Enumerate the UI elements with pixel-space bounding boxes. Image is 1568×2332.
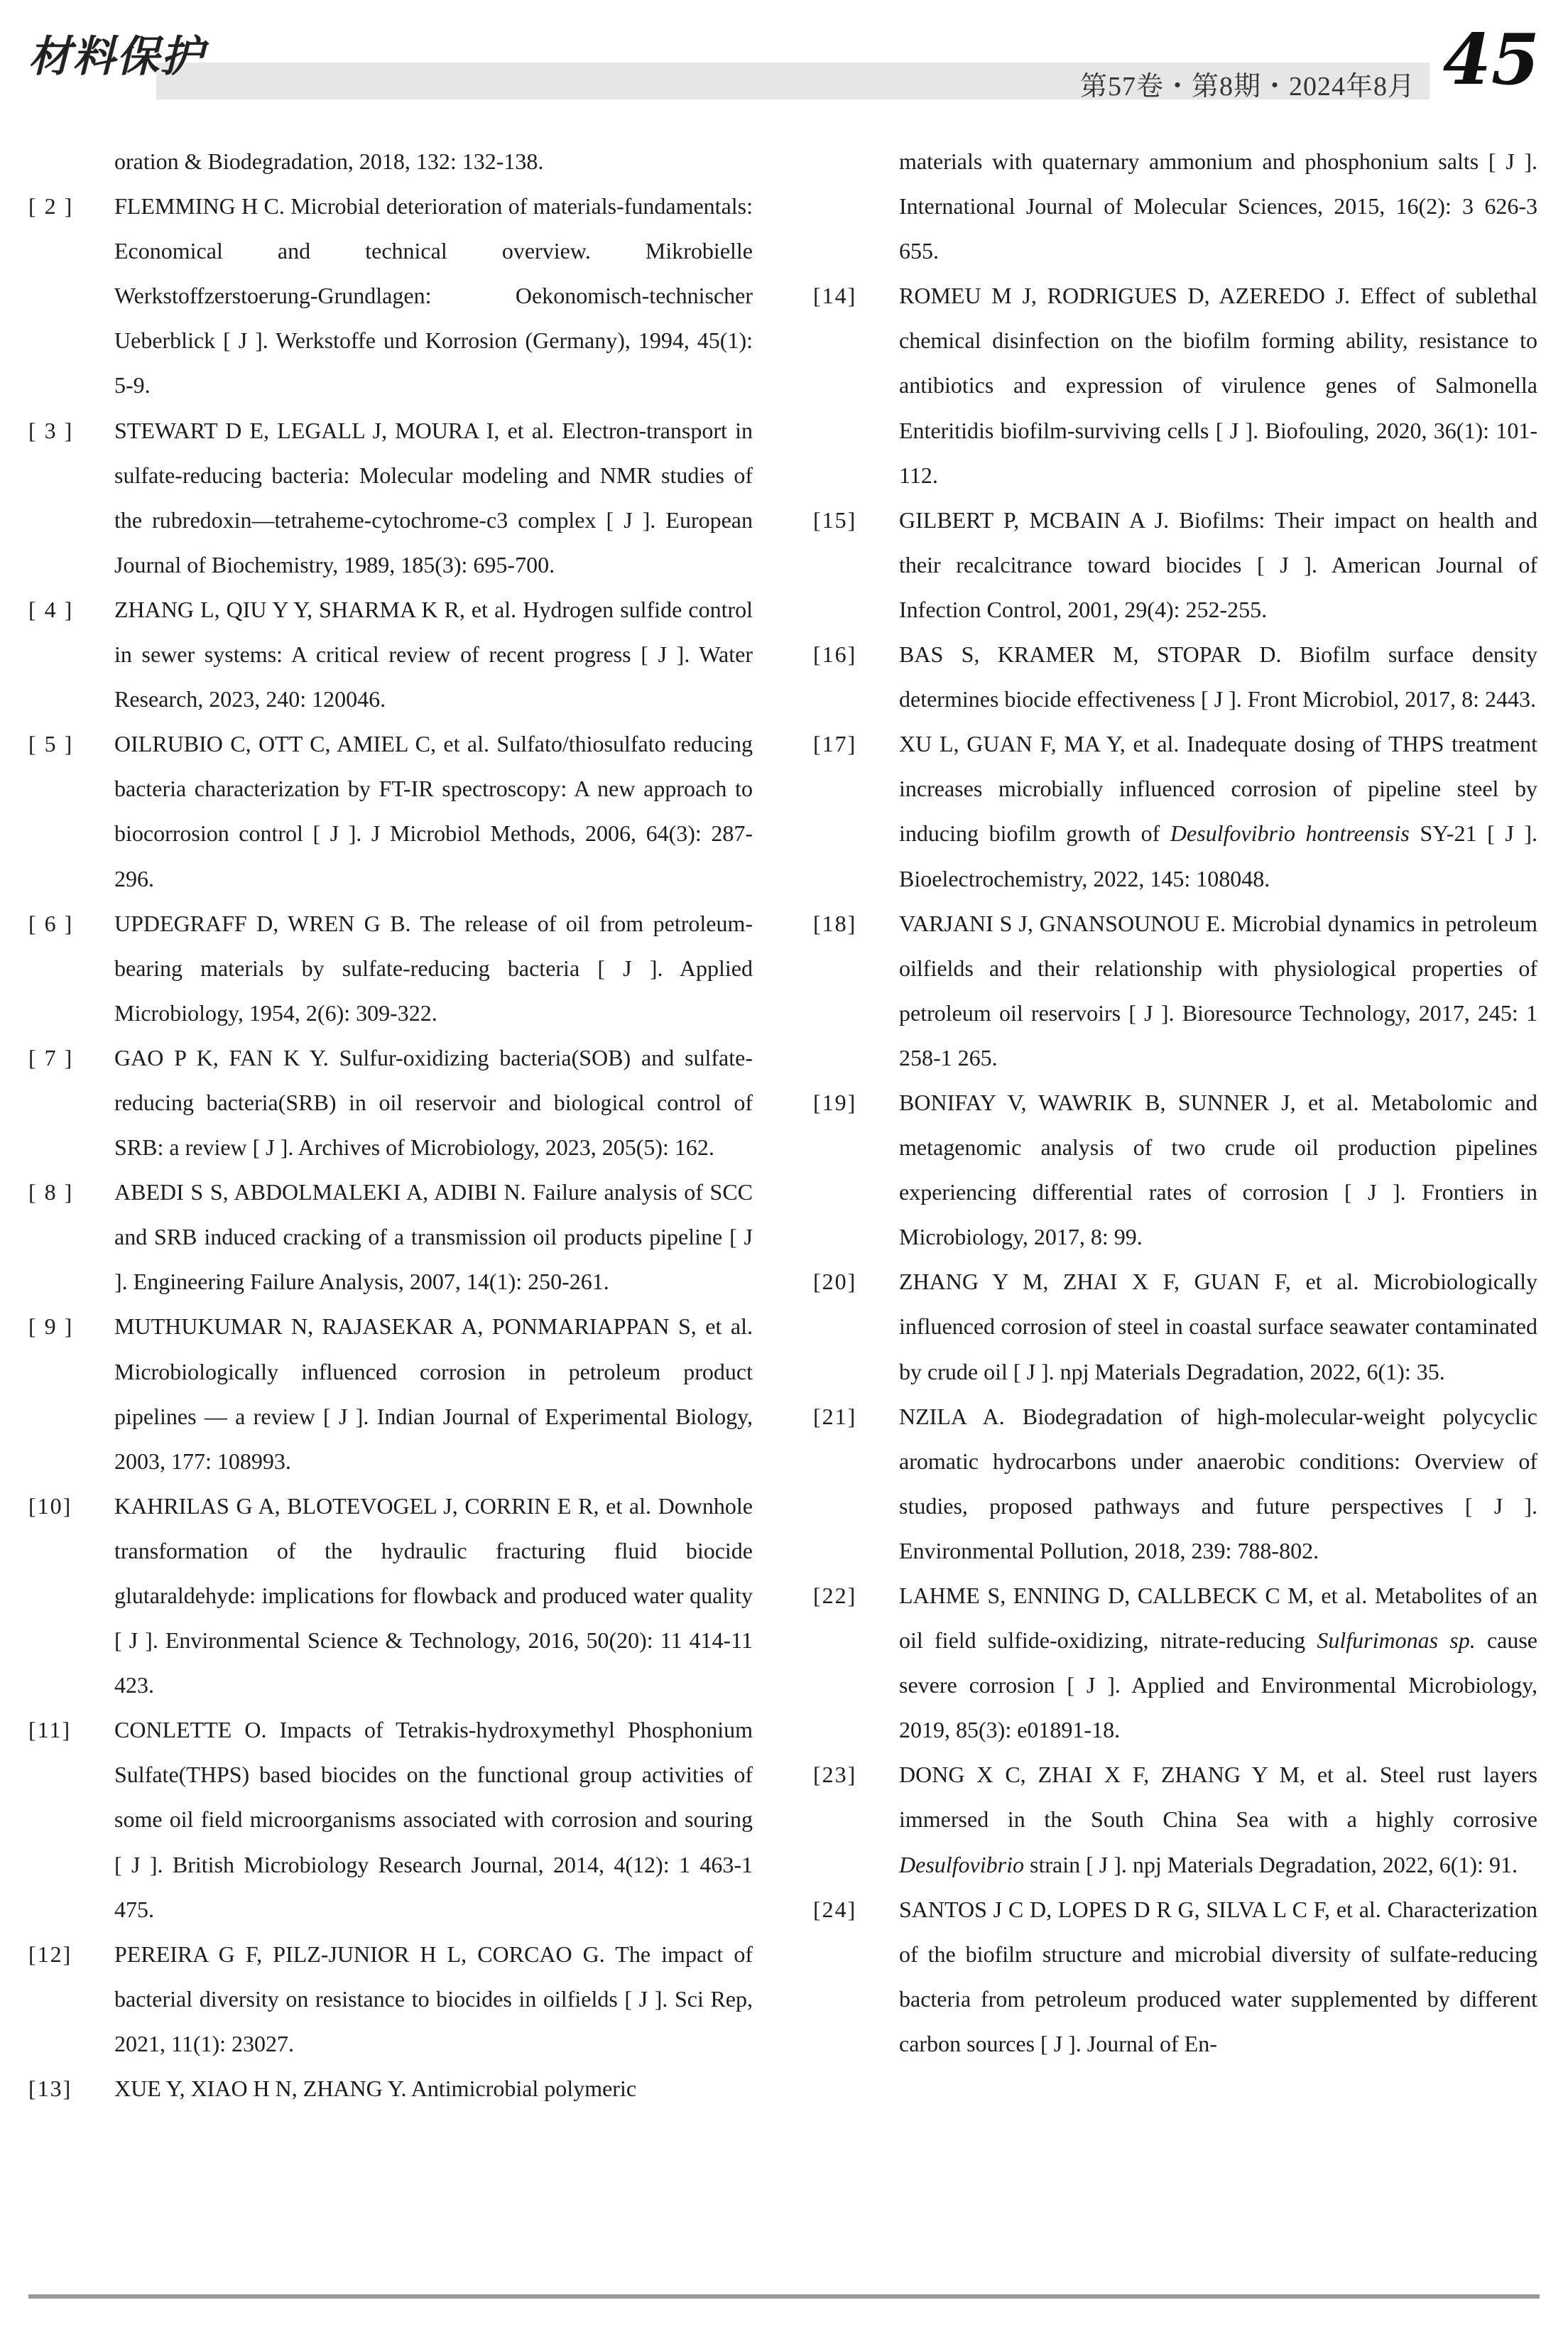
references-right-column xyxy=(813,139,1537,2066)
reference-entry xyxy=(28,408,753,587)
reference-number: [16] xyxy=(813,641,857,668)
reference-number: [ 2 ] xyxy=(28,193,74,219)
page-header xyxy=(28,19,1540,108)
reference-text xyxy=(899,1762,1537,1877)
reference-text-part: LAHME S, ENNING D, CALLBECK C M, et al. Metabolites of an oil field sulfide-oxidizing, nitrate-reducing xyxy=(899,1583,1537,1654)
reference-number: [14] xyxy=(813,283,857,309)
reference-text: PEREIRA G F, PILZ-JUNIOR H L, CORCAO G. The impact of bacterial diversity on resistance to biocides in oilfields [ J ]. Sci Rep, 2021, 11(1): 23027. xyxy=(114,1941,753,2056)
reference-entry xyxy=(813,498,1537,632)
reference-entry xyxy=(813,722,1537,901)
reference-number: [ 8 ] xyxy=(28,1179,74,1205)
page-number: 45 xyxy=(1442,19,1540,101)
reference-text: ZHANG L, QIU Y Y, SHARMA K R, et al. Hydrogen sulfide control in sewer systems: A critical review of recent progress [ J ]. Water Research, 2023, 240: 120046. xyxy=(114,596,753,712)
reference-number: [ 4 ] xyxy=(28,596,74,622)
reference-number: [10] xyxy=(28,1492,72,1519)
reference-entry xyxy=(813,901,1537,1080)
reference-number: [12] xyxy=(28,1941,72,1967)
reference-number: [ 9 ] xyxy=(28,1313,74,1340)
reference-number: [20] xyxy=(813,1269,857,1295)
reference-entry xyxy=(28,722,753,901)
reference-number: [19] xyxy=(813,1089,857,1115)
reference-continuation xyxy=(813,139,1537,273)
reference-text: materials with quaternary ammonium and phosphonium salts [ J ]. International Journal of Molecular Sciences, 2015, 16(2): 3 626-3 655. xyxy=(899,148,1537,264)
reference-entry xyxy=(813,1394,1537,1573)
reference-entry xyxy=(28,1932,753,2066)
reference-text: ROMEU M J, RODRIGUES D, AZEREDO J. Effect of sublethal chemical disinfection on the biofilm forming ability, resistance to antibiotics and expression of virulence genes of Salmonella Enteritidis biofilm-surviving cells [ J ]. Biofouling, 2020, 36(1): 101-112. xyxy=(899,283,1537,488)
reference-entry xyxy=(28,1708,753,1931)
species-name-italic: Sulfurimonas sp. xyxy=(1317,1627,1476,1654)
reference-number: [11] xyxy=(28,1717,72,1743)
reference-number: [13] xyxy=(28,2076,72,2102)
reference-text: oration & Biodegradation, 2018, 132: 132-138. xyxy=(114,148,544,174)
reference-number: [24] xyxy=(813,1896,857,1922)
reference-entry xyxy=(813,1887,1537,2066)
reference-number: [ 7 ] xyxy=(28,1044,74,1070)
reference-entry xyxy=(28,2066,753,2111)
reference-entry xyxy=(28,587,753,722)
reference-text: ZHANG Y M, ZHAI X F, GUAN F, et al. Microbiologically influenced corrosion of steel in coastal surface seawater contaminated by crude oil [ J ]. npj Materials Degradation, 2022, 6(1): 35. xyxy=(899,1269,1537,1384)
issue-info: 第57卷・第8期・2024年8月 xyxy=(1079,72,1415,102)
reference-entry xyxy=(813,273,1537,497)
reference-text: STEWART D E, LEGALL J, MOURA I, et al. Electron-transport in sulfate-reducing bacteria: Molecular modeling and NMR studies of the rubredoxin—tetraheme-cytochrome-c3 complex [ J ]. European Journal of Biochemistry, 1989, 185(3): 695-700. xyxy=(114,417,753,577)
reference-text: XUE Y, XIAO H N, ZHANG Y. Antimicrobial polymeric xyxy=(114,2076,637,2102)
reference-text: UPDEGRAFF D, WREN G B. The release of oil from petroleum-bearing materials by sulfate-reducing bacteria [ J ]. Applied Microbiology, 1954, 2(6): 309-322. xyxy=(114,910,753,1026)
reference-text: OILRUBIO C, OTT C, AMIEL C, et al. Sulfato/thiosulfato reducing bacteria characterization by FT-IR spectroscopy: A new approach to biocorrosion control [ J ]. J Microbiol Methods, 2006, 64(3): 287-296. xyxy=(114,731,753,891)
reference-text: BONIFAY V, WAWRIK B, SUNNER J, et al. Metabolomic and metagenomic analysis of two crude oil production pipelines experiencing differential rates of corrosion [ J ]. Frontiers in Microbiology, 2017, 8: 99. xyxy=(899,1089,1537,1250)
reference-text-part: XU L, GUAN F, MA Y, et al. Inadequate dosing of THPS treatment increases microbially influenced corrosion of pipeline steel by inducing biofilm growth of xyxy=(899,731,1537,847)
reference-text: GAO P K, FAN K Y. Sulfur-oxidizing bacteria(SOB) and sulfate-reducing bacteria(SRB) in oil reservoir and biological control of SRB: a review [ J ]. Archives of Microbiology, 2023, 205(5): 162. xyxy=(114,1044,753,1161)
reference-entry xyxy=(813,1080,1537,1259)
reference-text: VARJANI S J, GNANSOUNOU E. Microbial dynamics in petroleum oilfields and their relationship with physiological properties of petroleum oil reservoirs [ J ]. Bioresource Technology, 2017, 245: 1 258-1 265. xyxy=(899,910,1537,1070)
reference-number: [15] xyxy=(813,506,857,533)
journal-logo: 材料保护 xyxy=(28,32,205,82)
reference-entry xyxy=(28,184,753,408)
footer-rule xyxy=(28,2294,1540,2299)
reference-entry xyxy=(813,1259,1537,1394)
reference-text: BAS S, KRAMER M, STOPAR D. Biofilm surface density determines biocide effectiveness [ J ]. Front Microbiol, 2017, 8: 2443. xyxy=(899,641,1537,712)
reference-number: [ 3 ] xyxy=(28,417,74,443)
reference-text: SANTOS J C D, LOPES D R G, SILVA L C F, et al. Characterization of the biofilm structure and microbial diversity of sulfate-reducing bacteria from petroleum produced water supplemented by different carbon sources [ J ]. Journal of En- xyxy=(899,1896,1537,2056)
reference-entry xyxy=(28,1304,753,1483)
reference-text: NZILA A. Biodegradation of high-molecular-weight polycyclic aromatic hydrocarbons under anaerobic conditions: Overview of studies, proposed pathways and future perspectives [ J ]. Environmental Pollution, 2018, 239: 788-802. xyxy=(899,1403,1537,1563)
reference-number: [21] xyxy=(813,1403,857,1429)
species-name-italic: Desulfovibrio xyxy=(899,1851,1024,1877)
reference-number: [17] xyxy=(813,731,857,757)
reference-entry xyxy=(28,1036,753,1170)
reference-text: ABEDI S S, ABDOLMALEKI A, ADIBI N. Failure analysis of SCC and SRB induced cracking of a transmission oil products pipeline [ J ]. Engineering Failure Analysis, 2007, 14(1): 250-261. xyxy=(114,1179,753,1295)
reference-entry xyxy=(813,1573,1537,1752)
reference-number: [23] xyxy=(813,1762,857,1788)
reference-entry xyxy=(28,1484,753,1708)
reference-text xyxy=(899,1583,1537,1742)
reference-text: CONLETTE O. Impacts of Tetrakis-hydroxymethyl Phosphonium Sulfate(THPS) based biocides on the functional group activities of some oil field microorganisms associated with corrosion and souring [ J ]. British Microbiology Research Journal, 2014, 4(12): 1 463-1 475. xyxy=(114,1717,753,1922)
reference-number: [ 5 ] xyxy=(28,731,74,757)
reference-entry xyxy=(28,901,753,1036)
species-name-italic: Desulfovibrio hontreensis xyxy=(1170,820,1410,847)
reference-text xyxy=(899,731,1537,891)
reference-text: MUTHUKUMAR N, RAJASEKAR A, PONMARIAPPAN S, et al. Microbiologically influenced corrosion in petroleum product pipelines — a review [ J ]. Indian Journal of Experimental Biology, 2003, 177: 108993. xyxy=(114,1313,753,1474)
reference-number: [ 6 ] xyxy=(28,910,74,936)
reference-entry xyxy=(813,632,1537,722)
reference-continuation xyxy=(28,139,753,184)
reference-text: GILBERT P, MCBAIN A J. Biofilms: Their impact on health and their recalcitrance toward biocides [ J ]. American Journal of Infection Control, 2001, 29(4): 252-255. xyxy=(899,506,1537,622)
references-left-column xyxy=(28,139,753,2111)
reference-entry xyxy=(813,1752,1537,1887)
reference-text-part: strain [ J ]. npj Materials Degradation, 2022, 6(1): 91. xyxy=(1023,1851,1518,1877)
reference-text: FLEMMING H C. Microbial deterioration of materials-fundamentals: Economical and technical overview. Mikrobielle Werkstoffzerstoerung-Grundlagen: Oekonomisch-technischer Ueberblick [ J ]. Werkstoffe und Korrosion (Germany), 1994, 45(1): 5-9. xyxy=(114,193,753,398)
reference-entry xyxy=(28,1170,753,1304)
reference-number: [22] xyxy=(813,1583,857,1608)
reference-text: KAHRILAS G A, BLOTEVOGEL J, CORRIN E R, et al. Downhole transformation of the hydraulic fracturing fluid biocide glutaraldehyde: implications for flowback and produced water quality [ J ]. Environmental Science & Technology, 2016, 50(20): 11 414-11 423. xyxy=(114,1492,753,1698)
reference-text-part: cause severe corrosion [ J ]. Applied and Environmental Microbiology, 2019, 85(3): e01891-18. xyxy=(899,1627,1537,1743)
reference-number: [18] xyxy=(813,910,857,936)
reference-text-part: SY-21 [ J ]. Bioelectrochemistry, 2022, 145: 108048. xyxy=(899,820,1538,891)
reference-text-part: DONG X C, ZHAI X F, ZHANG Y M, et al. Steel rust layers immersed in the South China Sea with a highly corrosive xyxy=(899,1762,1537,1833)
